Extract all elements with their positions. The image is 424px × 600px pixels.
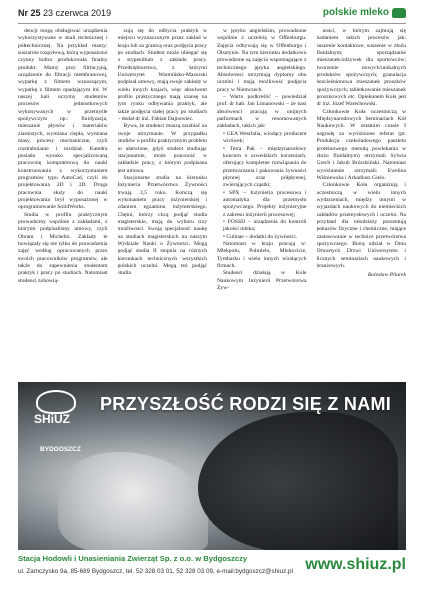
- bull-icon: [36, 390, 76, 414]
- issue-number: Nr 25: [18, 8, 41, 18]
- article-column-4: [317, 28, 407, 378]
- company-name: Stacja Hodowli i Unasieniania Zwierząt Sp. z o.o. w Bydgoszczy: [18, 554, 248, 563]
- brand-name: polskie mleko: [322, 7, 389, 18]
- article-paragraph: Bywa, że studenci muszą zarabiać na swoje utrzymanie. W przypadku studiów o profilu praktycznym problem to ułatwione, gdyż student studiując stacjonarnie, może pracować w zakładzie pracy, z którym podpisana jest umowa.: [117, 123, 207, 174]
- article-paragraph: Członkowie Koła uczestniczą w Międzynarodowych Seminariach Kół Naukowych. W ostatnim czasie I nagrodę za wyróżnione referat (pt. Produkcja czekoladowego pasztetu proteinowego metodą powlekania w złożu fluidalnym) otrzymali Sylwia Grech i Jakub Brózdziński. Natomiast wyróżnienie otrzymali: Ewelina Wiśniewska i Arkadiusz Gielo.: [316, 108, 406, 181]
- ad-city: BYDGOSZCZ: [40, 446, 81, 453]
- shiuz-logo: [26, 390, 88, 434]
- advertisement-banner[interactable]: [18, 382, 406, 550]
- website-link[interactable]: www.shiuz.pl: [305, 556, 406, 573]
- list-item: • Tetra Pak – międzynarodowy koncern o szwedzkich korzeniach, oferujący kompletne rozwiązania do przetwarzania i pakowania żywności płynnej oraz półpłynnej, zwierających cząstki;: [223, 146, 307, 190]
- article-paragraph: dencji mogą obsługiwać urządzenia wykorzystywane w skali technicznej i półtechnicznej. Na przykład mamy: suszarnie rozpyłową, którą wyposażono czynny kultur produkowała finalny produkt. Mamy przy filtracyjną, urządzenie do filtracji membranowej, wyparkę z filmem wznoszącym, wyparkę z filmem opadającym itd. W naszej hali uczymy studentów procesów jednostkowych wykonywanych w przemyśle spożywczym np.: fluidyzacja, mieszanie płynów i materiałów ziarnistych, wymiana ciepła, wymiana masy, procesy mechaniczne, czyli rozdrabnianie i rozdział. Katedra posiada wysoko specjalizowaną pracownię komputerową do nauki konstruowania z wykorzystaniem programów typu AutoCad, czyli do projektowania 2D i 3D. Druga pracownia służy do nauki projektowania brył wyposażonej w oprogramowanie SolidWorks.: [18, 28, 108, 211]
- ad-headline: PRZYSZŁOŚĆ RODZI SIĘ Z NAMI: [100, 394, 392, 414]
- logo-text: SHiUZ: [34, 412, 70, 426]
- list-item: • FOSSD – urządzenia do kontroli jakości mleka;: [223, 219, 307, 234]
- brand-logo: [323, 7, 406, 18]
- list-item: • Culinae – dodatki do żywności.: [223, 234, 307, 241]
- ad-footer: [18, 554, 406, 594]
- article-paragraph: w języku angielskim, prowadzone wspólnie z uczelnią w Offenburgu. Zajęcia odbywają się w Offenburgu i Olsztynie. Na tym kierunku dodatkowo prowadzone są zajęcia wspomagające z technicznego języka angielskiego. Absolwenci otrzymują dyplomy obu uczelni i mają możliwość podjęcia pracy w Niemczech.: [217, 28, 307, 93]
- article-column-2: [118, 28, 208, 378]
- company-address: ul. Zamczysko 9a, 85-689 Bydgoszcz, tel. 52 328 03 01, 52 328 03 09, e-mail:bydgoszcz@shiuz.pl: [18, 568, 293, 575]
- article-paragraph: Studenci działają w Kole Naukowym Inżynierii Przetwórstwa Żyw-: [217, 270, 307, 292]
- article-column-1: [18, 28, 108, 378]
- article-paragraph: zują się do odbycia praktyk w miejscu wyznaczonym przez zakład w kraju lub za granicą oraz podjęcia pracy po studiach. Student może ubiegać się o stypendium z zakładu pracy. Przedsiębiorstwa, z którymi Uniwersytet Warmińsko-Mazurski podpisał umowy, mają swoje zakłady w wielu innych krajach, więc absolwent profilu praktycznego mają szansę na tym rynku odbywania praktyk, ale także podjęcia stałej pracy po studiach – dodał dr inż. Fabian Dajnowiec.: [117, 28, 207, 123]
- article-paragraph: Studia w profilu praktycznym prowadzimy wspólnie z zakładami, z którymi podpisaliśmy umowy, czyli Obram i Michelin. Zakłady te bowiązały się nie tylko do prowadzenia zajęć według opracowanych przez swoich pracowników programów, ale także do zapewnienia studentom praktyk i pracy po studiach. Natomiast studenci zobowią-: [18, 211, 108, 284]
- author-signature: Bolesław Pilarek: [367, 272, 406, 279]
- article-paragraph: Natomiast w kraju pracują w: Mlekpolu, Polmlelu, Mlekovicie, Tymbarku i wielu innych wiodących firmach.: [217, 240, 307, 269]
- list-item: • SPX – Inżynieria procesowa i automatyka dla przemysłu spożywczego. Projekty inżynieryjne z zakresu inżynierii procesowej;: [223, 190, 307, 219]
- article-paragraph: – Warto podkreślić – powiedział prof. dr hab. Jan Limanowski – że nasi absolwenci pracują w unijnych patformach w renomowanych zakładach, takich jak:: [217, 94, 307, 130]
- issue-info: [18, 8, 111, 18]
- cow-icon: [392, 8, 406, 18]
- page-header: [18, 8, 406, 22]
- article-paragraph: Stacjonarne studia na kierunku Inżynieria Przetwórstwa Żywności trwają 3,5 roku. Kończą się wykonaniem pracy inżynierskiej i zdaniem egzaminu inżynierskiego. Chętni, którzy chcą podjąć studia magisterskie, mają do wyboru trzy możliwości. Swoją specjalność naukę na studiach magisterskich na naszym Wydziale Nauki o Żywności. Mogą podjąć studia II stopnia na różnych kierunkach technicznych wszystkich polskich uczelni. Mogą też podjąć studia: [117, 174, 207, 277]
- issue-date: 23 czerwca 2019: [43, 8, 112, 18]
- article-columns: [18, 28, 406, 378]
- list-item: • GEA Westfalia, wiodący producent wirówek;: [223, 131, 307, 146]
- header-divider: [18, 23, 406, 24]
- article-column-3: [217, 28, 307, 378]
- company-list: [217, 131, 307, 241]
- article-paragraph: ności, w którym zajmują się badaniem takich procesów jak: suszenie kontaktowe, suszenie w złożu fluidalnym; sporządzanie mieszanek/odżywek dla sportowców; tworzenie nowych/unikalnych produktów spożywczych; granulacja bezcieśnionowa mieszanek proszków spożywczych; tabletkowanie mieszanek proszkowych etc. Opiekunem Koła jest dr inż. Józef Warechowski.: [316, 28, 406, 108]
- article-paragraph: Członkowie Koła organizują i uczestniczą w wielu innych wydarzeniach, między innymi w wyjazdach naukowych do niemieckich zakładów przemysłowych i uczelni. Na przykład dla młodzieży prezentują pokazów fizyczne i chemiczne, mające zastosowanie w technice przetwórstwa spożywczego. Biorą udział w Dniu Otwartych Drzwi Uniwersytetu i licznych seminariach naukowych i branżowych.: [316, 182, 406, 269]
